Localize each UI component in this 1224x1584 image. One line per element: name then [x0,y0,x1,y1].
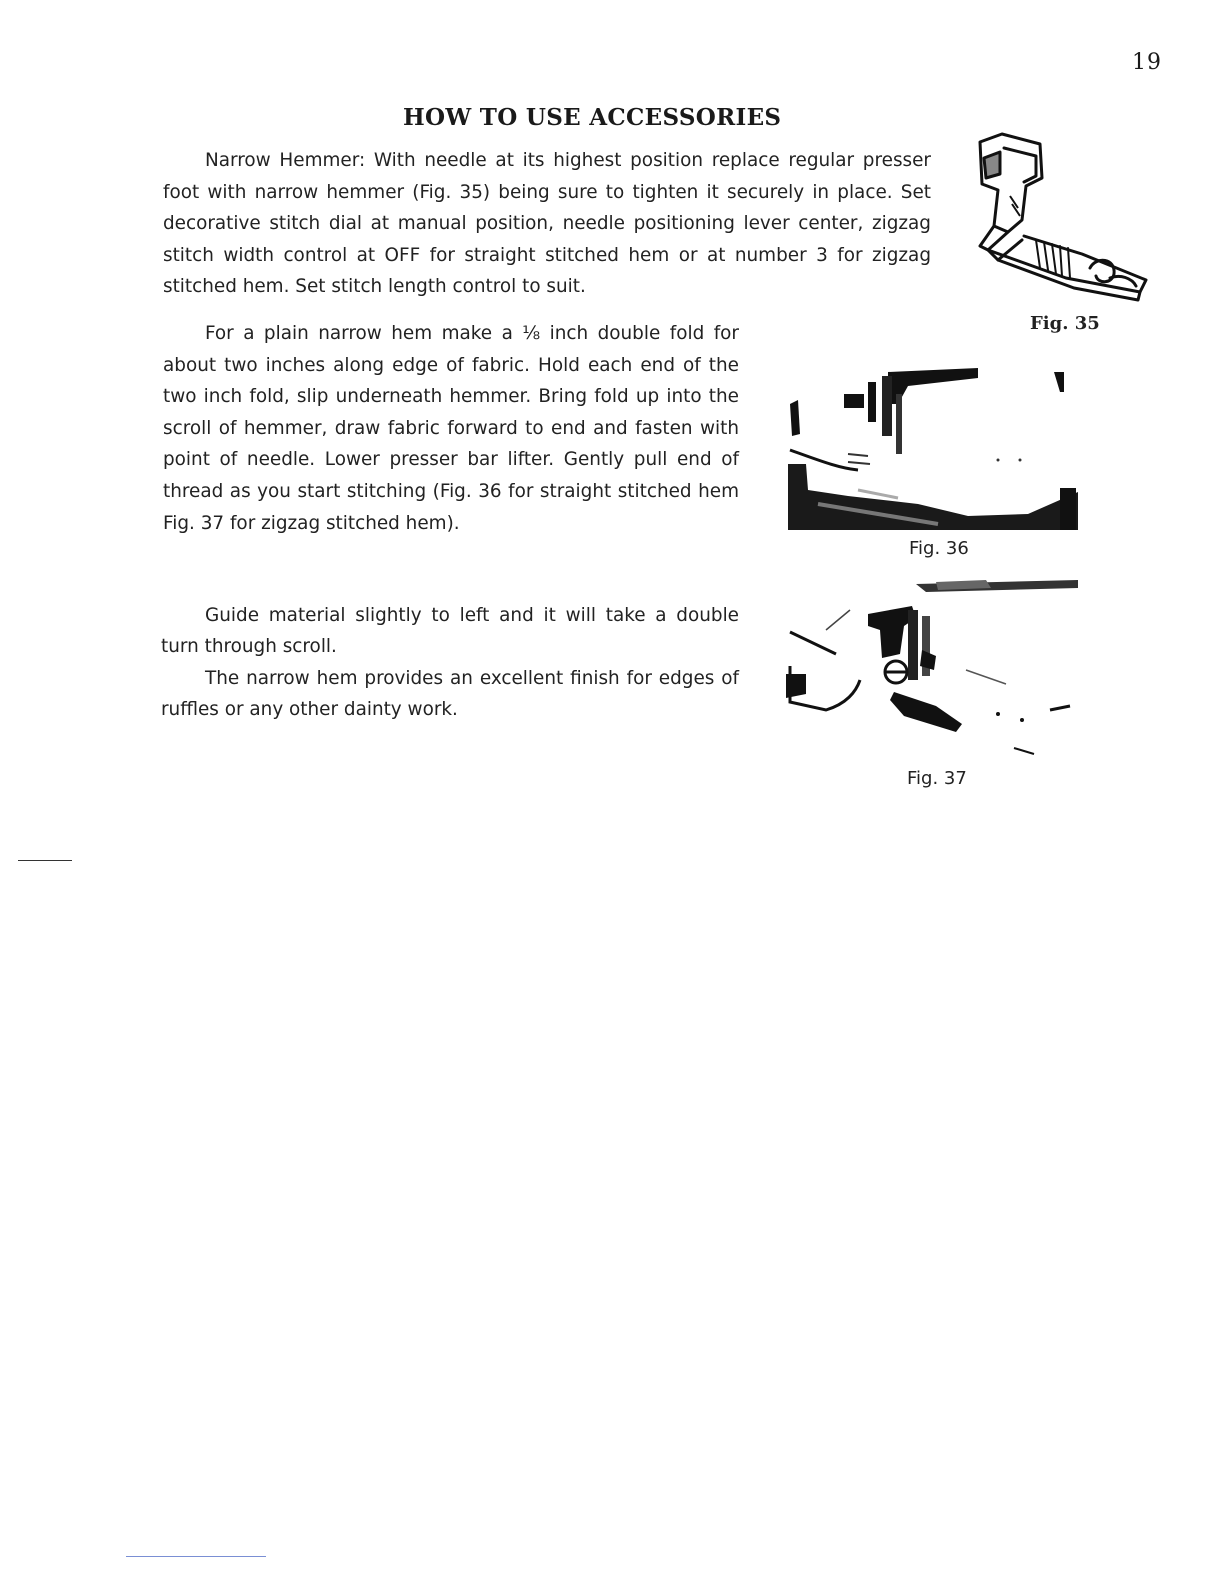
bottom-rule [126,1556,266,1557]
fig36-caption: Fig. 36 [909,538,969,559]
margin-rule [18,860,72,861]
fig35-caption: Fig. 35 [1030,313,1100,334]
paragraph-plain-narrow-hem: For a plain narrow hem make a ⅛ inch double fold for about two inches along edge of fabric. Hold each end of the two inch fold, slip underneath hemmer. Bring fold up into the scroll of hemmer, draw fabric forward to end and fasten with point of needle. Lower presser bar lifter. Gently pull end of thread as you start stitching (Fig. 36 for straight stitched hem Fig. 37 for zigzag stitched hem). [163,323,739,534]
page-title: HOW TO USE ACCESSORIES [403,104,782,131]
zigzag-stitch-hemming-photo [786,574,1078,764]
page-number: 19 [1132,50,1162,75]
paragraph-narrow-hem-finish: The narrow hem provides an excellent finish for edges of ruffles or any other dainty work. [161,668,739,720]
paragraph-guide-material: Guide material slightly to left and it will take a double turn through scroll. [161,605,739,657]
straight-stitch-hemming-photo [788,364,1078,530]
fig37-caption: Fig. 37 [907,768,967,789]
paragraph-narrow-hemmer: Narrow Hemmer: With needle at its highest position replace regular presser foot with narrow hemmer (Fig. 35) being sure to tighten it securely in place. Set decorative stitch dial at manual position, needle positioning lever center, zigzag stitch width control at OFF for straight stitched hem or at number 3 for zigzag stitched hem. Set stitch length control to suit. [163,150,931,298]
narrow-hemmer-foot-icon [970,128,1150,308]
